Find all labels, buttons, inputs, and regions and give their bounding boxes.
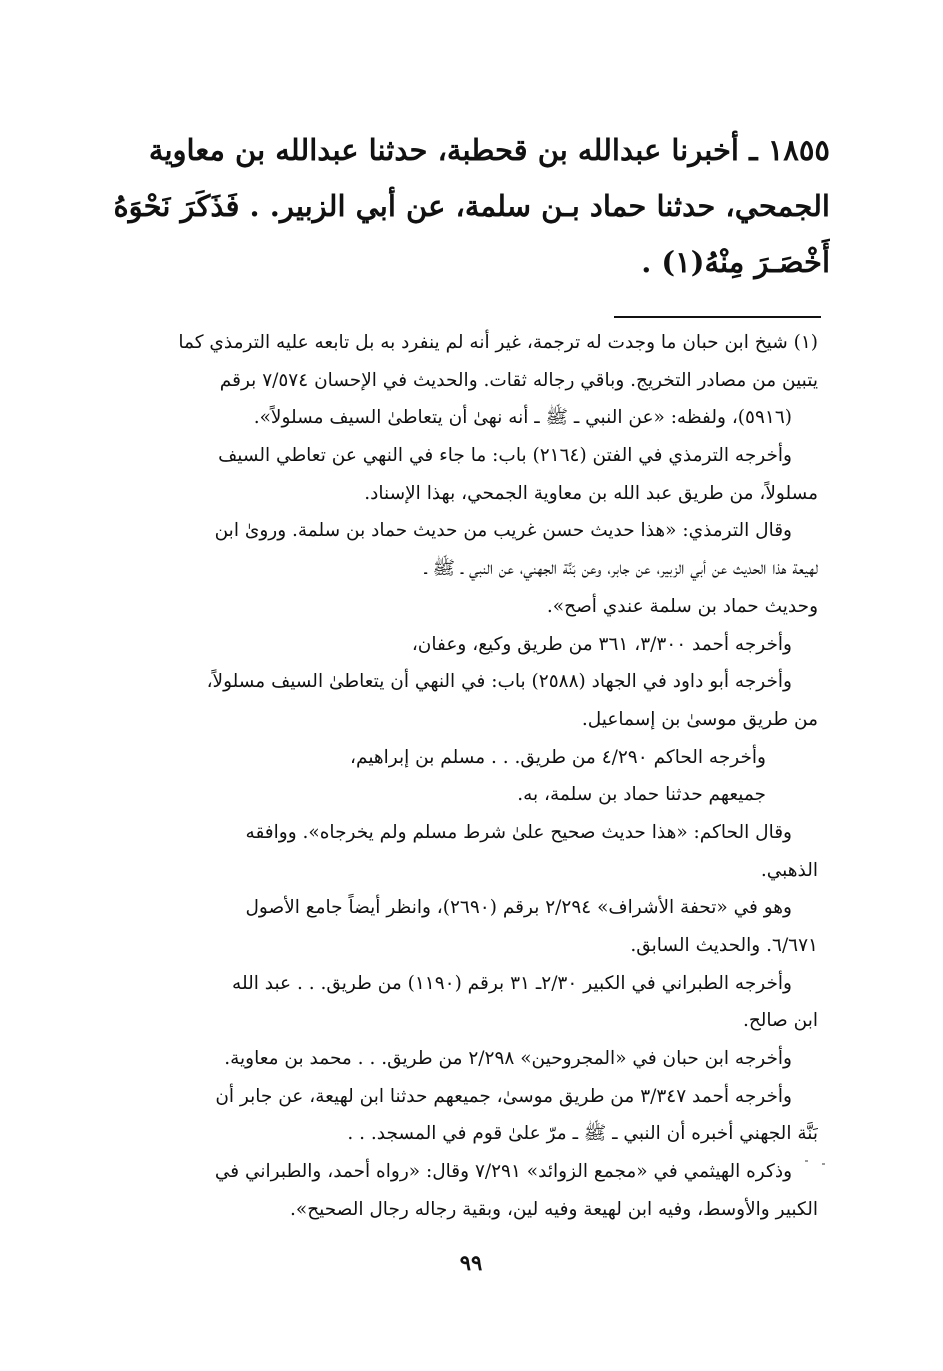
footnote-line: وأخرجه أحمد ٣/٣٤٧ من طريق موسىٰ، جميعهم حدثنا ابن لهيعة، عن جابر أن: [215, 1085, 792, 1107]
hadith-line: ١٨٥٥ ـ أخبرنا عبدالله بن قحطبة، حدثنا عبدالله بن معاوية: [148, 133, 830, 167]
footnote-line: ابن صالح.: [742, 1010, 818, 1032]
footnote-line: لهيعة هذا الحديث عن أبي الزبير، عن جابر، وعن بَنَّة الجهني، عن النبي ـ ﷺ ـ: [424, 558, 818, 580]
footnote-line: وقال الحاكم: «هذا حديث صحيح علىٰ شرط مسلم ولم يخرجاه». ووافقه: [245, 821, 792, 843]
footnote-line: (٥٩١٦)، ولفظه: «عن النبي ـ ﷺ ـ أنه نهىٰ أن يتعاطىٰ السيف مسلولاً».: [253, 407, 792, 429]
footnote-line: وقال الترمذي: «هذا حديث حسن غريب من حديث حماد بن سلمة. وروىٰ ابن: [214, 520, 792, 542]
footnote-divider: [614, 316, 821, 318]
footnote-line: بَنَّة الجهني أخبره أن النبي ـ ﷺ ـ مرّ علىٰ قوم في المسجد. . .: [347, 1123, 818, 1145]
footnote-line: وأخرجه الحاكم ٤/٢٩٠ من طريق. . . مسلم بن إبراهيم،: [350, 746, 766, 768]
footnote-line: وذكره الهيثمي في «مجمع الزوائد» ٧/٢٩١ وقال: «رواه أحمد، والطبراني في: [214, 1161, 792, 1183]
page-number: ٩٩: [459, 1250, 483, 1275]
hadith-line: الجمحي، حدثنا حماد بـن سلمة، عن أبي الزبير. . فَذَكَرَ نَحْوَهُ: [113, 189, 830, 223]
footnote-line: يتبين من مصادر التخريج. وباقي رجاله ثقات. والحديث في الإحسان ٧/٥٧٤ برقم: [219, 369, 818, 391]
footnote-line: ٦/٦٧١. والحديث السابق.: [630, 935, 818, 956]
footnote-line: الذهبي.: [760, 859, 818, 881]
scan-speck: [822, 1163, 825, 1165]
footnote-line: وهو في «تحفة الأشراف» ٢/٢٩٤ برقم (٢٦٩٠)، وانظر أيضاً جامع الأصول: [245, 897, 792, 919]
footnote-line: وأخرجه الترمذي في الفتن (٢١٦٤) باب: ما جاء في النهي عن تعاطي السيف: [218, 445, 792, 467]
footnote-line: جميعهم حدثنا حماد بن سلمة، به.: [517, 784, 766, 806]
footnote-line: وأخرجه أبو داود في الجهاد (٢٥٨٨) باب: في النهي أن يتعاطىٰ السيف مسلولاً،: [206, 671, 792, 693]
hadith-line: أَخْصَـرَ مِنْهُ(١) .: [641, 245, 830, 279]
scan-speck: [805, 1160, 808, 1162]
footnote-line: وأخرجه الطبراني في الكبير ٢/٣٠ـ ٣١ برقم (١١٩٠) من طريق. . . عبد الله: [232, 972, 792, 994]
footnotes: [100, 324, 818, 1229]
hadith-text: [100, 122, 830, 290]
footnote-line: وأخرجه ابن حبان في «المجروحين» ٢/٢٩٨ من طريق. . . محمد بن معاوية.: [224, 1048, 792, 1070]
footnote-line: (١) شيخ ابن حبان ما وجدت له ترجمة، غير أنه لم ينفرد به بل تابعه عليه الترمذي كما: [178, 332, 818, 353]
footnote-line: من طريق موسىٰ بن إسماعيل.: [581, 708, 818, 730]
footnote-line: الكبير والأوسط، وفيه ابن لهيعة وفيه لين، وبقية رجاله رجال الصحيح».: [290, 1198, 818, 1220]
footnote-line: وأخرجه أحمد ٣/٣٠٠، ٣٦١ من طريق وكيع، وعفان،: [411, 633, 792, 655]
footnote-line: وحديث حماد بن سلمة عندي أصح».: [546, 595, 818, 617]
footnote-line: مسلولاً، من طريق عبد الله بن معاوية الجمحي، بهذا الإسناد.: [364, 482, 818, 504]
